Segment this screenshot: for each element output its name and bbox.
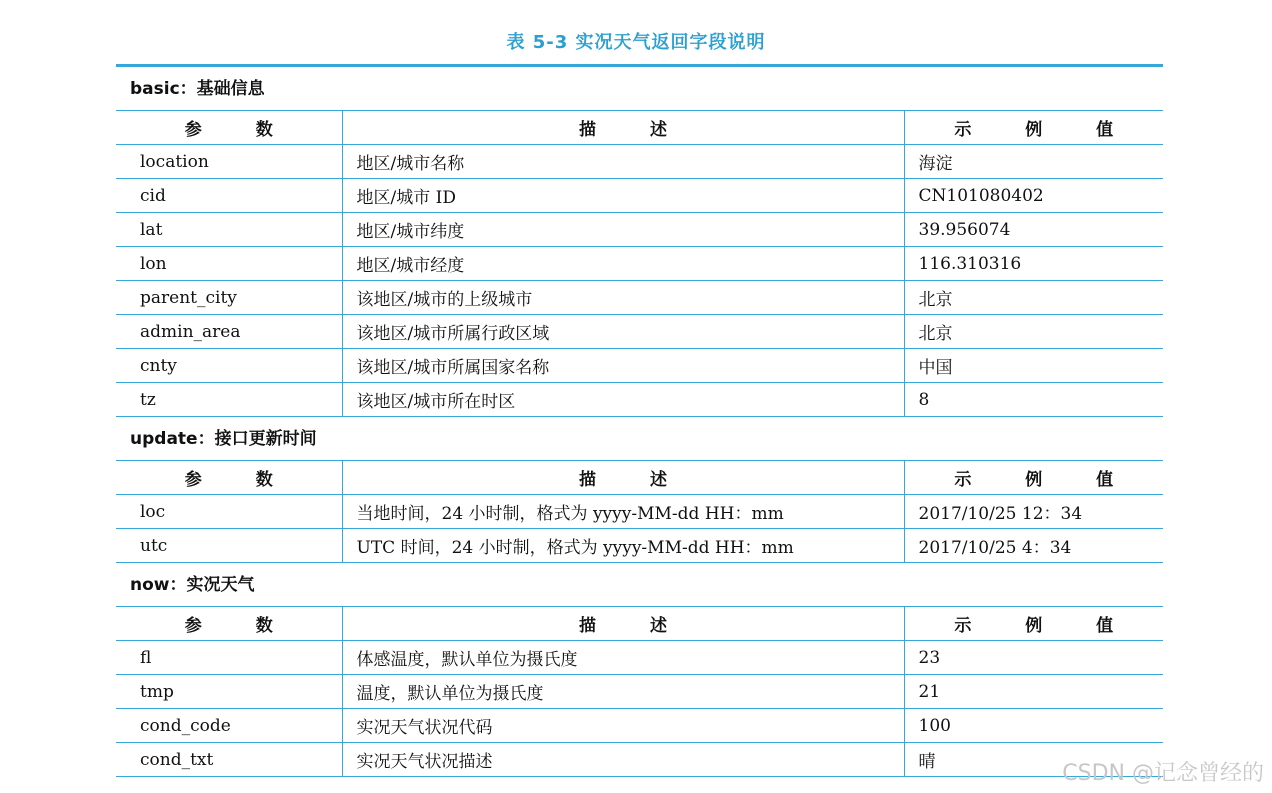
header-desc	[342, 111, 904, 145]
param-cell: loc	[116, 495, 342, 529]
header-desc-label: 描 述	[579, 470, 691, 490]
param-cell: cond_txt	[116, 743, 342, 777]
param-cell: fl	[116, 641, 342, 675]
table-row	[116, 529, 1163, 563]
section-table	[116, 461, 1163, 563]
param-cell: cnty	[116, 349, 342, 383]
header-example-label: 示 例 值	[954, 470, 1138, 490]
example-cell: 2017/10/25 12：34	[904, 495, 1163, 529]
header-row	[116, 461, 1163, 495]
header-param	[116, 607, 342, 641]
header-param-label: 参 数	[184, 120, 297, 140]
section-title: update：接口更新时间	[116, 417, 1163, 461]
example-cell: 100	[904, 709, 1163, 743]
desc-cell: 实况天气状况代码	[342, 709, 904, 743]
desc-cell: 该地区/城市所属行政区域	[342, 315, 904, 349]
table-caption: 表 5-3 实况天气返回字段说明	[506, 32, 766, 53]
example-cell: 39.956074	[904, 213, 1163, 247]
example-cell: 北京	[904, 281, 1163, 315]
example-cell: 北京	[904, 315, 1163, 349]
desc-cell: 地区/城市名称	[342, 145, 904, 179]
table-row	[116, 709, 1163, 743]
table-row	[116, 743, 1163, 777]
desc-cell: 地区/城市 ID	[342, 179, 904, 213]
table-row	[116, 315, 1163, 349]
param-cell: lon	[116, 247, 342, 281]
header-desc	[342, 607, 904, 641]
desc-cell: 体感温度，默认单位为摄氏度	[342, 641, 904, 675]
example-cell: 中国	[904, 349, 1163, 383]
desc-cell: 地区/城市经度	[342, 247, 904, 281]
param-cell: lat	[116, 213, 342, 247]
header-example	[904, 111, 1163, 145]
example-cell: 海淀	[904, 145, 1163, 179]
header-desc-label: 描 述	[579, 616, 691, 636]
header-param-label: 参 数	[184, 616, 297, 636]
param-cell: tz	[116, 383, 342, 417]
desc-cell: 当地时间，24 小时制，格式为 yyyy-MM-dd HH：mm	[342, 495, 904, 529]
field-table	[116, 64, 1163, 777]
desc-cell: 实况天气状况描述	[342, 743, 904, 777]
desc-cell: 该地区/城市所属国家名称	[342, 349, 904, 383]
param-cell: utc	[116, 529, 342, 563]
param-cell: tmp	[116, 675, 342, 709]
table-row	[116, 247, 1163, 281]
param-cell: cid	[116, 179, 342, 213]
header-example	[904, 607, 1163, 641]
example-cell: 8	[904, 383, 1163, 417]
section-title: now：实况天气	[116, 563, 1163, 607]
example-cell: 晴	[904, 743, 1163, 777]
param-cell: admin_area	[116, 315, 342, 349]
example-cell: 23	[904, 641, 1163, 675]
section-table	[116, 111, 1163, 417]
header-param	[116, 461, 342, 495]
param-cell: location	[116, 145, 342, 179]
example-cell: 116.310316	[904, 247, 1163, 281]
desc-cell: 地区/城市纬度	[342, 213, 904, 247]
header-param	[116, 111, 342, 145]
watermark: CSDN @记念曾经的	[1062, 761, 1264, 786]
table-row	[116, 213, 1163, 247]
header-example-label: 示 例 值	[954, 120, 1138, 140]
header-row	[116, 111, 1163, 145]
table-sections	[116, 67, 1163, 777]
param-cell: parent_city	[116, 281, 342, 315]
desc-cell: 温度，默认单位为摄氏度	[342, 675, 904, 709]
header-desc-label: 描 述	[579, 120, 691, 140]
section-title: basic：基础信息	[116, 67, 1163, 111]
table-row	[116, 383, 1163, 417]
header-example-label: 示 例 值	[954, 616, 1138, 636]
section-table	[116, 607, 1163, 777]
header-param-label: 参 数	[184, 470, 297, 490]
desc-cell: UTC 时间，24 小时制，格式为 yyyy-MM-dd HH：mm	[342, 529, 904, 563]
desc-cell: 该地区/城市所在时区	[342, 383, 904, 417]
example-cell: 2017/10/25 4：34	[904, 529, 1163, 563]
table-row	[116, 641, 1163, 675]
table-row	[116, 179, 1163, 213]
example-cell: CN101080402	[904, 179, 1163, 213]
desc-cell: 该地区/城市的上级城市	[342, 281, 904, 315]
table-row	[116, 281, 1163, 315]
header-row	[116, 607, 1163, 641]
table-row	[116, 675, 1163, 709]
table-row	[116, 349, 1163, 383]
header-desc	[342, 461, 904, 495]
example-cell: 21	[904, 675, 1163, 709]
param-cell: cond_code	[116, 709, 342, 743]
header-example	[904, 461, 1163, 495]
table-row	[116, 145, 1163, 179]
table-row	[116, 495, 1163, 529]
